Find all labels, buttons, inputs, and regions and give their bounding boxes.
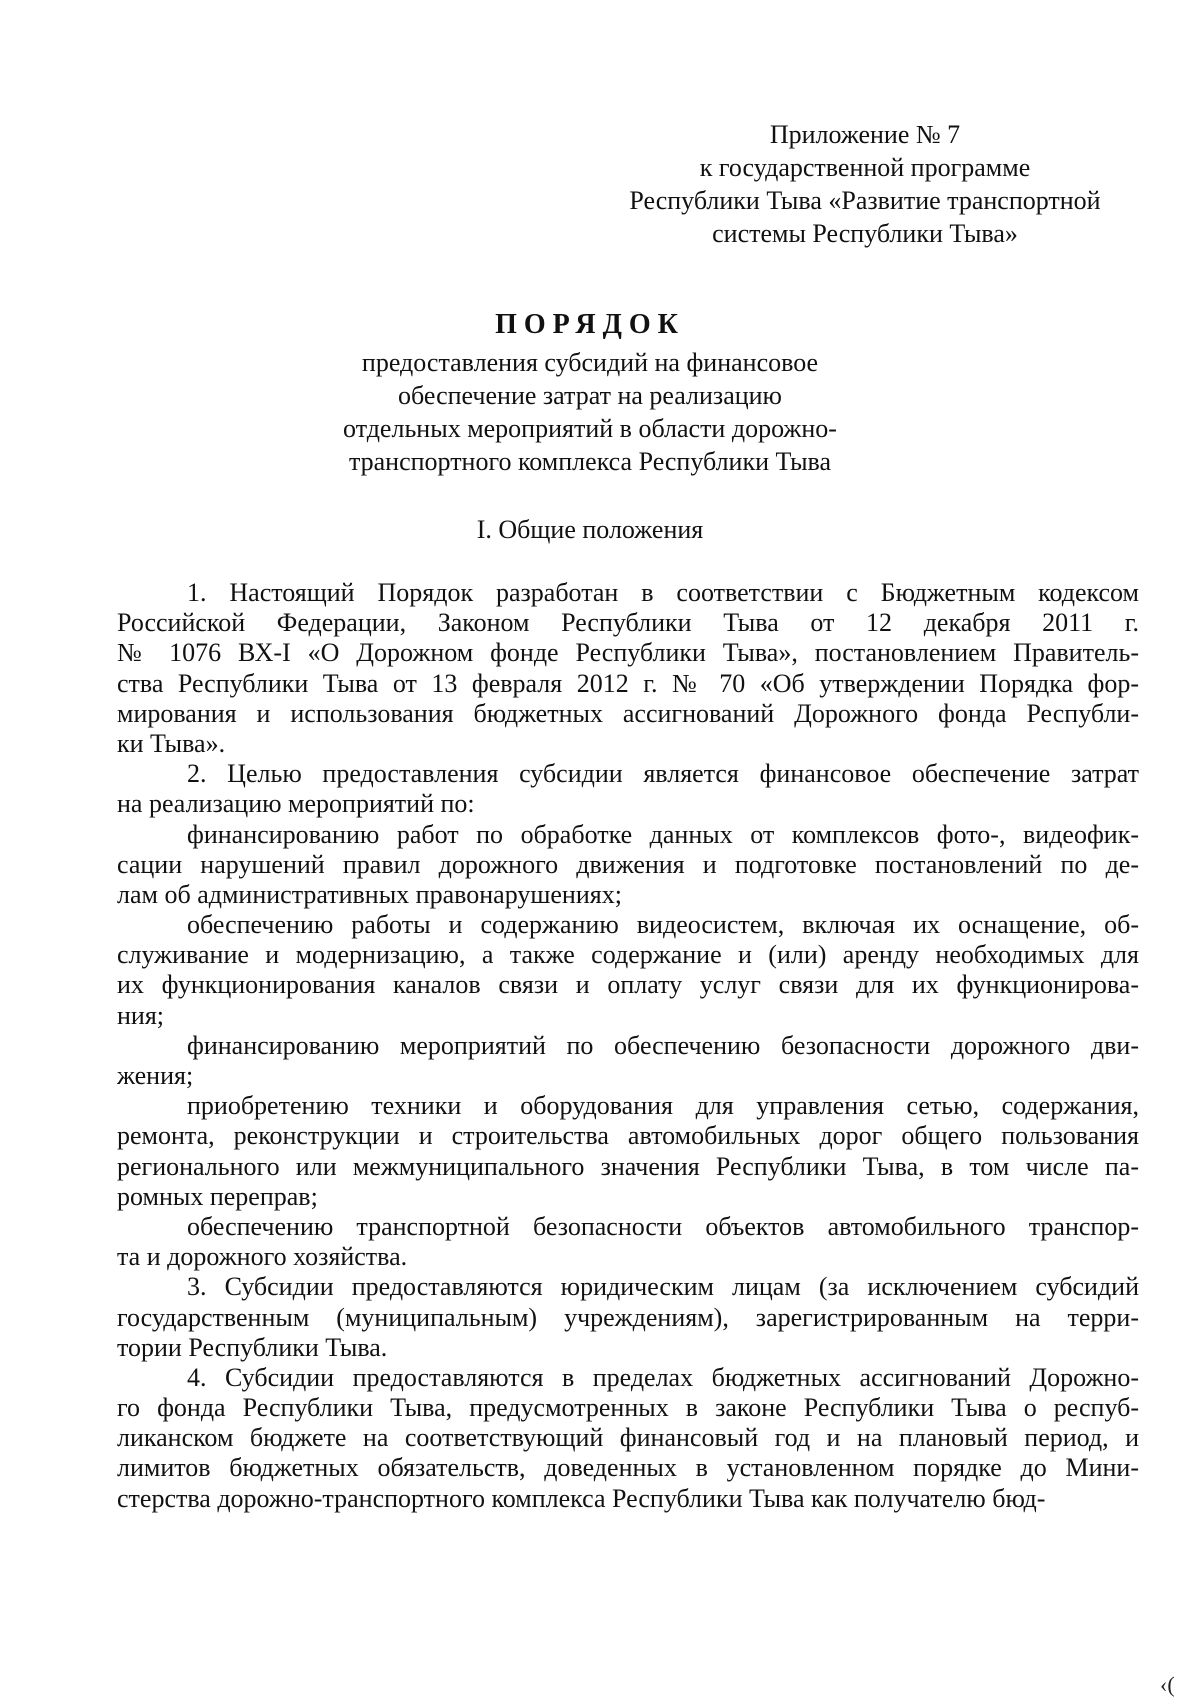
section-heading: I. Общие положения: [476, 515, 704, 544]
appendix-line: Приложение № 7: [769, 120, 961, 149]
subtitle-line: транспортного комплекса Республики Тыва: [348, 447, 832, 476]
paragraph-line: ства Республики Тыва от 13 февраля 2012 г. № 70 «Об утверждении Порядка фор-: [117, 668, 1139, 698]
paragraph-line: 3. Субсидии предоставляются юридическим лицам (за исключением субсидий: [187, 1272, 1139, 1302]
document-subtitle: [250, 346, 930, 478]
paragraph-line: служивание и модернизацию, а также содержание и (или) аренду необходимых для: [117, 940, 1139, 970]
appendix-line: системы Республики Тыва»: [712, 219, 1018, 248]
paragraph: [117, 1031, 1139, 1091]
paragraph-line: мирования и использования бюджетных ассигнований Дорожного фонда Республи-: [117, 698, 1139, 728]
paragraph-line: финансированию работ по обработке данных от комплексов фото-, видеофик-: [187, 819, 1139, 849]
paragraph-line: приобретению техники и оборудования для управления сетью, содержания,: [187, 1091, 1139, 1121]
paragraph-line: на реализацию мероприятий по:: [117, 789, 475, 819]
paragraph-line: обеспечению транспортной безопасности объектов автомобильного транспор-: [187, 1211, 1139, 1241]
paragraph-line: ликанском бюджете на соответствующий финансовый год и на плановый период, и: [117, 1423, 1139, 1453]
paragraph-line: обеспечению работы и содержанию видеосистем, включая их оснащение, об-: [187, 910, 1139, 940]
paragraph-line: ромных переправ;: [117, 1181, 318, 1211]
paragraph: [117, 910, 1139, 1031]
paragraph-line: сации нарушений правил дорожного движения и подготовке постановлений по де-: [117, 849, 1139, 879]
paragraph-line: лам об административных правонарушениях;: [117, 879, 622, 909]
appendix-line: Республики Тыва «Развитие транспортной: [629, 186, 1101, 215]
paragraph-line: стерства дорожно-транспортного комплекса Республики Тыва как получателю бюд-: [117, 1483, 1046, 1513]
document-title: ПОРЯДОК: [495, 309, 685, 340]
paragraph: [117, 578, 1139, 759]
paragraph-line: 2. Целью предоставления субсидии является финансовое обеспечение затрат: [187, 759, 1139, 789]
subtitle-line: предоставления субсидий на финансовое: [361, 348, 819, 377]
page-mark: ‹(: [1160, 1672, 1175, 1697]
paragraph: [117, 1212, 1139, 1272]
appendix-note: [600, 118, 1130, 250]
title-block: [250, 308, 930, 478]
paragraph-line: жения;: [117, 1061, 194, 1090]
paragraph-line: 1. Настоящий Порядок разработан в соответствии с Бюджетным кодексом: [187, 578, 1139, 607]
paragraph-line: та и дорожного хозяйства.: [117, 1242, 408, 1272]
paragraph: [117, 1272, 1139, 1363]
paragraph-line: го фонда Республики Тыва, предусмотренных в законе Республики Тыва о респуб-: [117, 1393, 1139, 1423]
subtitle-line: обеспечение затрат на реализацию: [398, 381, 782, 410]
paragraph-line: ния;: [117, 1000, 165, 1030]
paragraph-line: № 1076 ВХ-I «О Дорожном фонде Республики Тыва», постановлением Правитель-: [117, 638, 1139, 668]
paragraph-line: государственным (муниципальным) учреждениям), зарегистрированным на терри-: [117, 1302, 1139, 1332]
paragraph-line: Российской Федерации, Законом Республики Тыва от 12 декабря 2011 г.: [117, 608, 1139, 638]
paragraph-line: их функционирования каналов связи и оплату услуг связи для их функционирова-: [117, 970, 1139, 1000]
appendix-line: к государственной программе: [699, 153, 1031, 182]
paragraph-line: тории Республики Тыва.: [117, 1332, 388, 1362]
paragraph-line: финансированию мероприятий по обеспечению безопасности дорожного дви-: [187, 1030, 1139, 1060]
paragraph: [117, 1091, 1139, 1212]
paragraph-line: 4. Субсидии предоставляются в пределах бюджетных ассигнований Дорожно-: [187, 1362, 1139, 1392]
paragraph: [117, 759, 1139, 819]
paragraph: [117, 820, 1139, 911]
subtitle-line: отдельных мероприятий в области дорожно-: [343, 414, 837, 443]
body-text: [117, 578, 1139, 1514]
paragraph: [117, 1363, 1139, 1514]
paragraph-line: лимитов бюджетных обязательств, доведенных в установленном порядке до Мини-: [117, 1453, 1139, 1483]
paragraph-line: регионального или межмуниципального значения Республики Тыва, в том числе па-: [117, 1151, 1139, 1181]
paragraph-line: ремонта, реконструкции и строительства автомобильных дорог общего пользования: [117, 1121, 1139, 1151]
paragraph-line: ки Тыва».: [117, 728, 226, 758]
